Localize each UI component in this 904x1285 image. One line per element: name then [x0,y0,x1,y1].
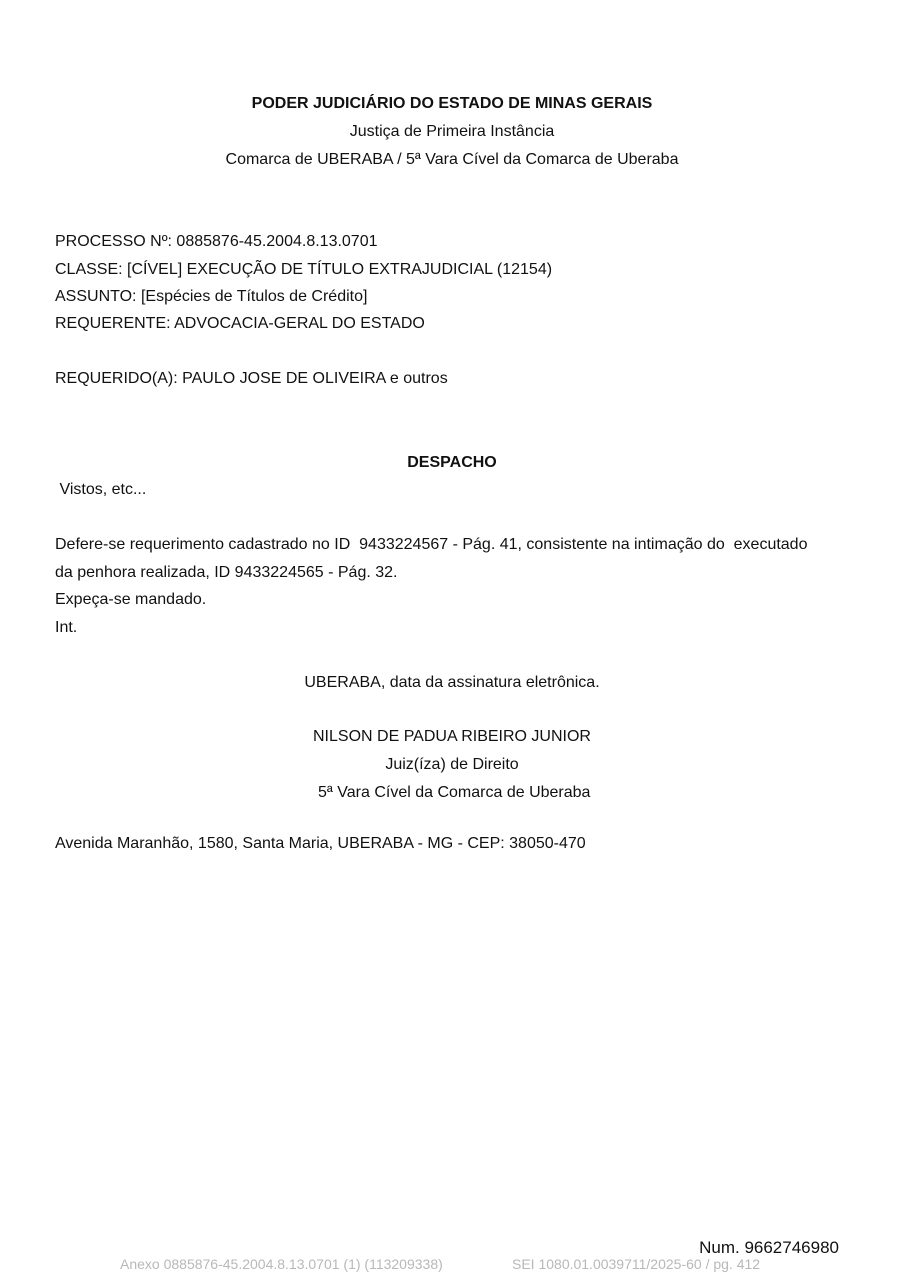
judge-name: NILSON DE PADUA RIBEIRO JUNIOR [313,728,591,745]
annex-footer: Anexo 0885876-45.2004.8.13.0701 (1) (113209338) [120,1256,443,1272]
requerido-line: REQUERIDO(A): PAULO JOSE DE OLIVEIRA e outros [55,370,448,387]
greeting-line: Vistos, etc... [55,481,147,498]
assunto-line: ASSUNTO: [Espécies de Títulos de Crédito] [55,288,368,305]
court-unit: 5ª Vara Cível da Comarca de Uberaba [313,784,591,801]
body-line-int: Int. [55,619,78,636]
body-paragraph-line-1: Defere-se requerimento cadastrado no ID 9433224567 - Pág. 41, consistente na intimação do executado [55,536,808,553]
classe-line: CLASSE: [CÍVEL] EXECUÇÃO DE TÍTULO EXTRAJUDICIAL (12154) [55,261,553,278]
address-line: Avenida Maranhão, 1580, Santa Maria, UBERABA - MG - CEP: 38050-470 [55,835,586,852]
sei-footer: SEI 1080.01.0039711/2025-60 / pg. 412 [512,1256,761,1272]
place-date-line: UBERABA, data da assinatura eletrônica. [304,674,600,691]
processo-line: PROCESSO Nº: 0885876-45.2004.8.13.0701 [55,233,378,250]
requerente-line: REQUERENTE: ADVOCACIA-GERAL DO ESTADO [55,315,425,332]
despacho-title: DESPACHO [407,454,497,471]
instance-heading: Justiça de Primeira Instância [349,123,555,140]
body-line-expeca: Expeça-se mandado. [55,591,207,608]
judge-title: Juiz(íza) de Direito [385,756,519,773]
document-number: Num. 9662746980 [699,1238,839,1257]
court-heading: PODER JUDICIÁRIO DO ESTADO DE MINAS GERAIS [251,95,653,112]
comarca-heading: Comarca de UBERABA / 5ª Vara Cível da Comarca de Uberaba [225,151,679,168]
body-paragraph-line-2: da penhora realizada, ID 9433224565 - Pág. 32. [55,564,398,581]
